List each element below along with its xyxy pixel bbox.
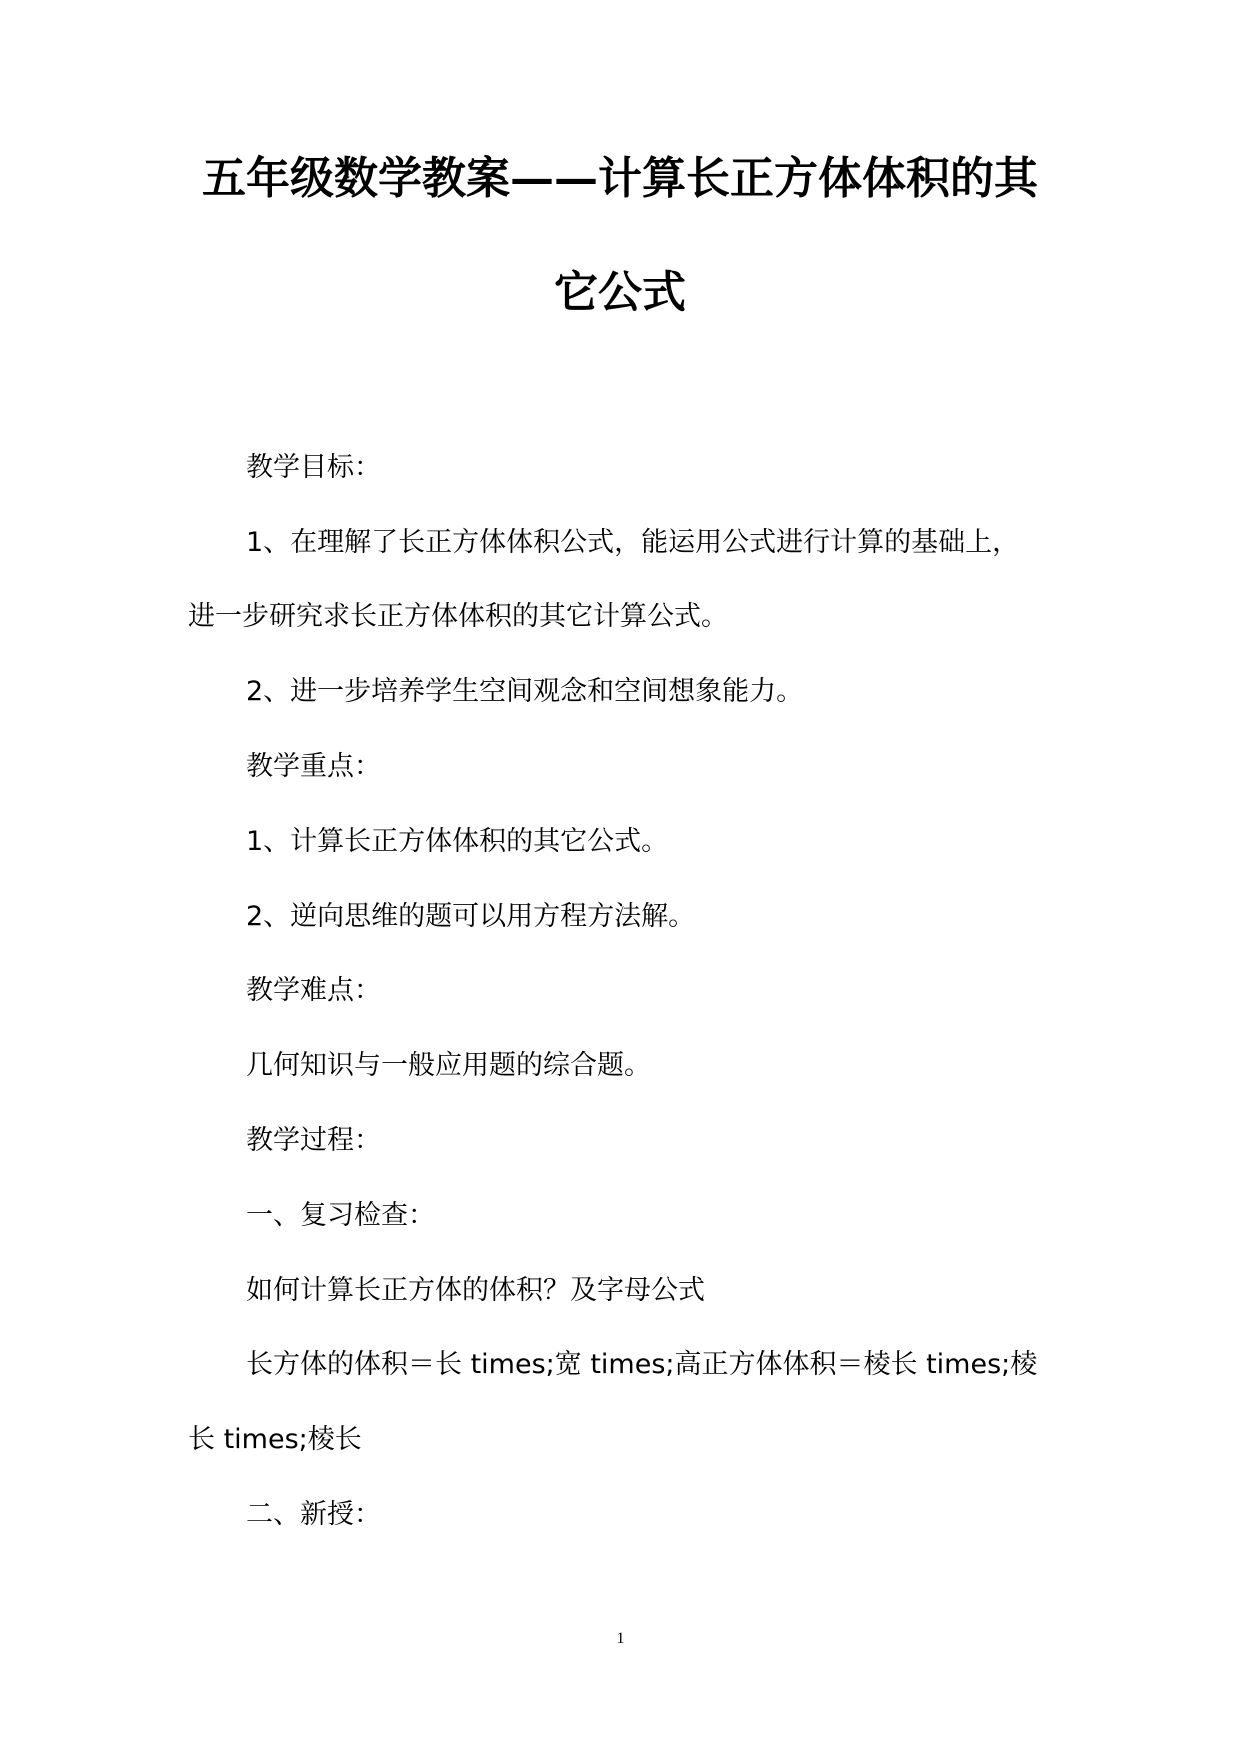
process-step-review: 一、复习检查：: [246, 1200, 435, 1231]
document-title-line-2: 它公式: [554, 267, 686, 318]
key-point-2: 2、逆向思维的题可以用方程方法解。: [246, 901, 696, 932]
section-heading-difficulties: 教学难点：: [246, 975, 381, 1006]
document-title-line-1: 五年级数学教案——计算长正方体体积的其: [202, 153, 1038, 204]
review-question: 如何计算长正方体的体积？及字母公式: [246, 1275, 705, 1306]
difficulty-1: 几何知识与一般应用题的综合题。: [246, 1050, 651, 1081]
key-point-1: 1、计算长正方体体积的其它公式。: [246, 826, 669, 857]
formula-line-1: 长方体的体积＝长 times;宽 times;高正方体体积＝棱长 times;棱: [246, 1349, 1038, 1380]
objective-1-line-2: 进一步研究求长正方体体积的其它计算公式。: [188, 601, 728, 632]
page-number: 1: [616, 1630, 625, 1647]
section-heading-key-points: 教学重点：: [246, 751, 381, 782]
section-heading-process: 教学过程：: [246, 1125, 381, 1156]
formula-line-2: 长 times;棱长: [188, 1424, 362, 1455]
section-heading-objectives: 教学目标：: [246, 452, 381, 483]
process-step-new-lesson: 二、新授：: [246, 1499, 381, 1530]
objective-2: 2、进一步培养学生空间观念和空间想象能力。: [246, 676, 804, 707]
objective-1-line-1: 1、在理解了长正方体体积公式，能运用公式进行计算的基础上，: [246, 527, 1020, 558]
